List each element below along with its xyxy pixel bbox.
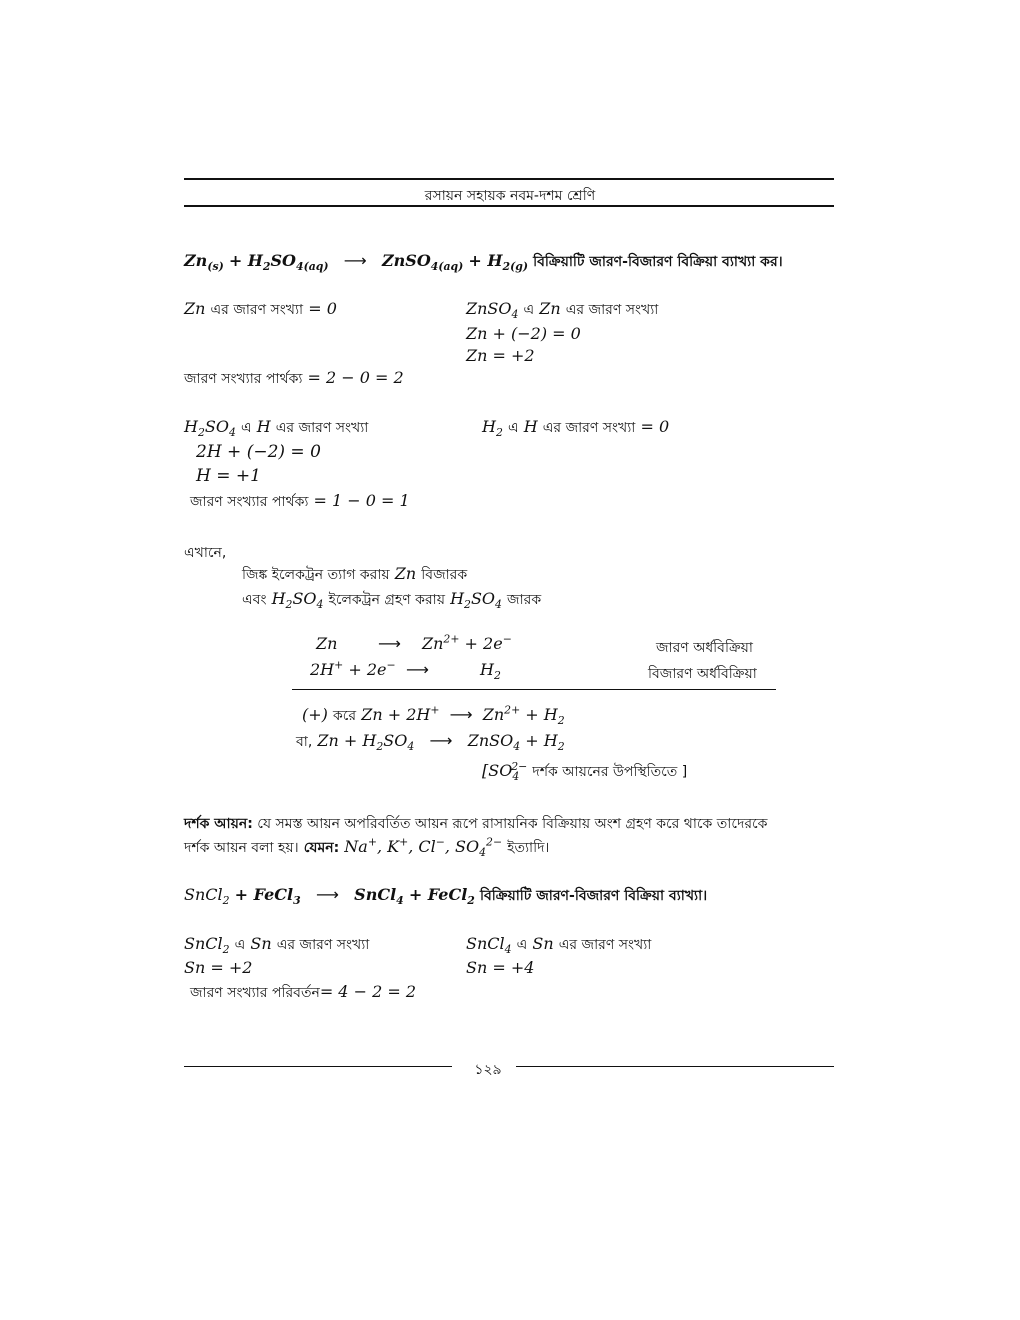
zn-oxidation-difference: জারণ সংখ্যার পার্থক্য = 2 − 0 = 2 [184,368,404,387]
half-2-arrow: ⟶ [406,660,429,679]
znso4-eq-line: Zn + (−2) = 0 [466,324,581,343]
sncl4-result: Sn = +4 [466,958,535,977]
page-header-title: রসায়ন সহায়ক নবম-দশম শ্রেণি [424,188,596,204]
half-1-label: জারণ অর্ধবিক্রিয়া [656,640,753,656]
reducing-agent-line: জিঙ্ক ইলেকট্রন ত্যাগ করায় Zn বিজারক [242,564,468,583]
reaction-arrow: ⟶ [343,251,367,270]
half-2-lhs: 2H+ + 2e− [310,658,396,679]
half-1-arrow: ⟶ [378,634,401,653]
zn-oxidation-number: Zn এর জারণ সংখ্যা = 0 [184,299,337,318]
spectator-definition-2: দর্শক আয়ন বলা হয়। যেমন: Na+, K+, Cl−, $SO_4^{2-}$ ইত্যাদি। [184,835,550,860]
sum-line-1: (+) করে Zn + 2H+ ⟶ $Zn^{2+} + H_2$ [302,703,565,728]
half-1-lhs: Zn [316,634,338,653]
here-label: এখানে, [184,545,227,561]
h2-h-oxidation-number: $H_2$ এ H এর জারণ সংখ্যা = 0 [482,417,670,440]
header-rule-bottom [184,205,834,207]
sum-rule [292,689,776,690]
half-2-label: বিজারণ অর্ধবিক্রিয়া [648,666,757,682]
h2so4-result: H = +1 [196,466,261,486]
question-2: SnCl$_2$ + FeCl$_3$ ⟶ SnCl$_4$ + FeCl$_2$ বিক্রিয়াটি জারণ-বিজারণ বিক্রিয়া ব্যাখ্যা। [184,885,708,908]
h-oxidation-difference: জারণ সংখ্যার পার্থক্য = 1 − 0 = 1 [190,491,410,510]
question-1: $Zn_{(s)} + H_2SO_{4(aq)}$ ⟶ ZnSO$_{4(aq)}$ + $H_{2(g)}$ বিক্রিয়াটি জারণ-বিজারণ বিক্রিয়া ব্যাখ্যা কর। [184,251,783,274]
half-2-rhs: $H_2$ [480,660,501,683]
sncl4-sn-oxidation-label: SnCl$_4$ এ Sn এর জারণ সংখ্যা [466,934,652,957]
sncl2-result: Sn = +2 [184,958,253,977]
sum-line-2: বা, $Zn + H_2SO_4$ ⟶ ZnSO$_4$ + $H_2$ [296,731,565,754]
footer-rule-left [184,1066,452,1067]
header-rule-top [184,178,834,180]
znso4-result: Zn = +2 [466,346,535,365]
spectator-note: [$SO_4^{2-}$ দর্শক আয়নের উপস্থিতিতে ] [482,759,688,784]
spectator-definition-1: দর্শক আয়ন: যে সমস্ত আয়ন অপরিবর্তিত আয়ন রূপে রাসায়নিক বিক্রিয়ায় অংশ গ্রহণ করে থাকে তাদেরকে [184,816,768,832]
oxidizing-agent-line: এবং $H_2SO_4$ ইলেকট্রন গ্রহণ করায় $H_2SO_4$ জারক [242,589,542,612]
half-1-rhs: $Zn^{2+} + 2e^-$ [422,632,512,653]
znso4-zn-oxidation-label: ZnSO$_4$ এ Zn এর জারণ সংখ্যা [466,299,659,322]
h2so4-eq-line: 2H + (−2) = 0 [196,442,321,462]
page-number: ১২৯ [474,1062,502,1078]
footer-rule-right [516,1066,834,1067]
h2so4-h-oxidation-label: $H_2SO_4$ এ H এর জারণ সংখ্যা [184,417,369,440]
sn-oxidation-change: জারণ সংখ্যার পরিবর্তন= 4 − 2 = 2 [190,982,416,1001]
sncl2-sn-oxidation-label: SnCl$_2$ এ Sn এর জারণ সংখ্যা [184,934,370,957]
